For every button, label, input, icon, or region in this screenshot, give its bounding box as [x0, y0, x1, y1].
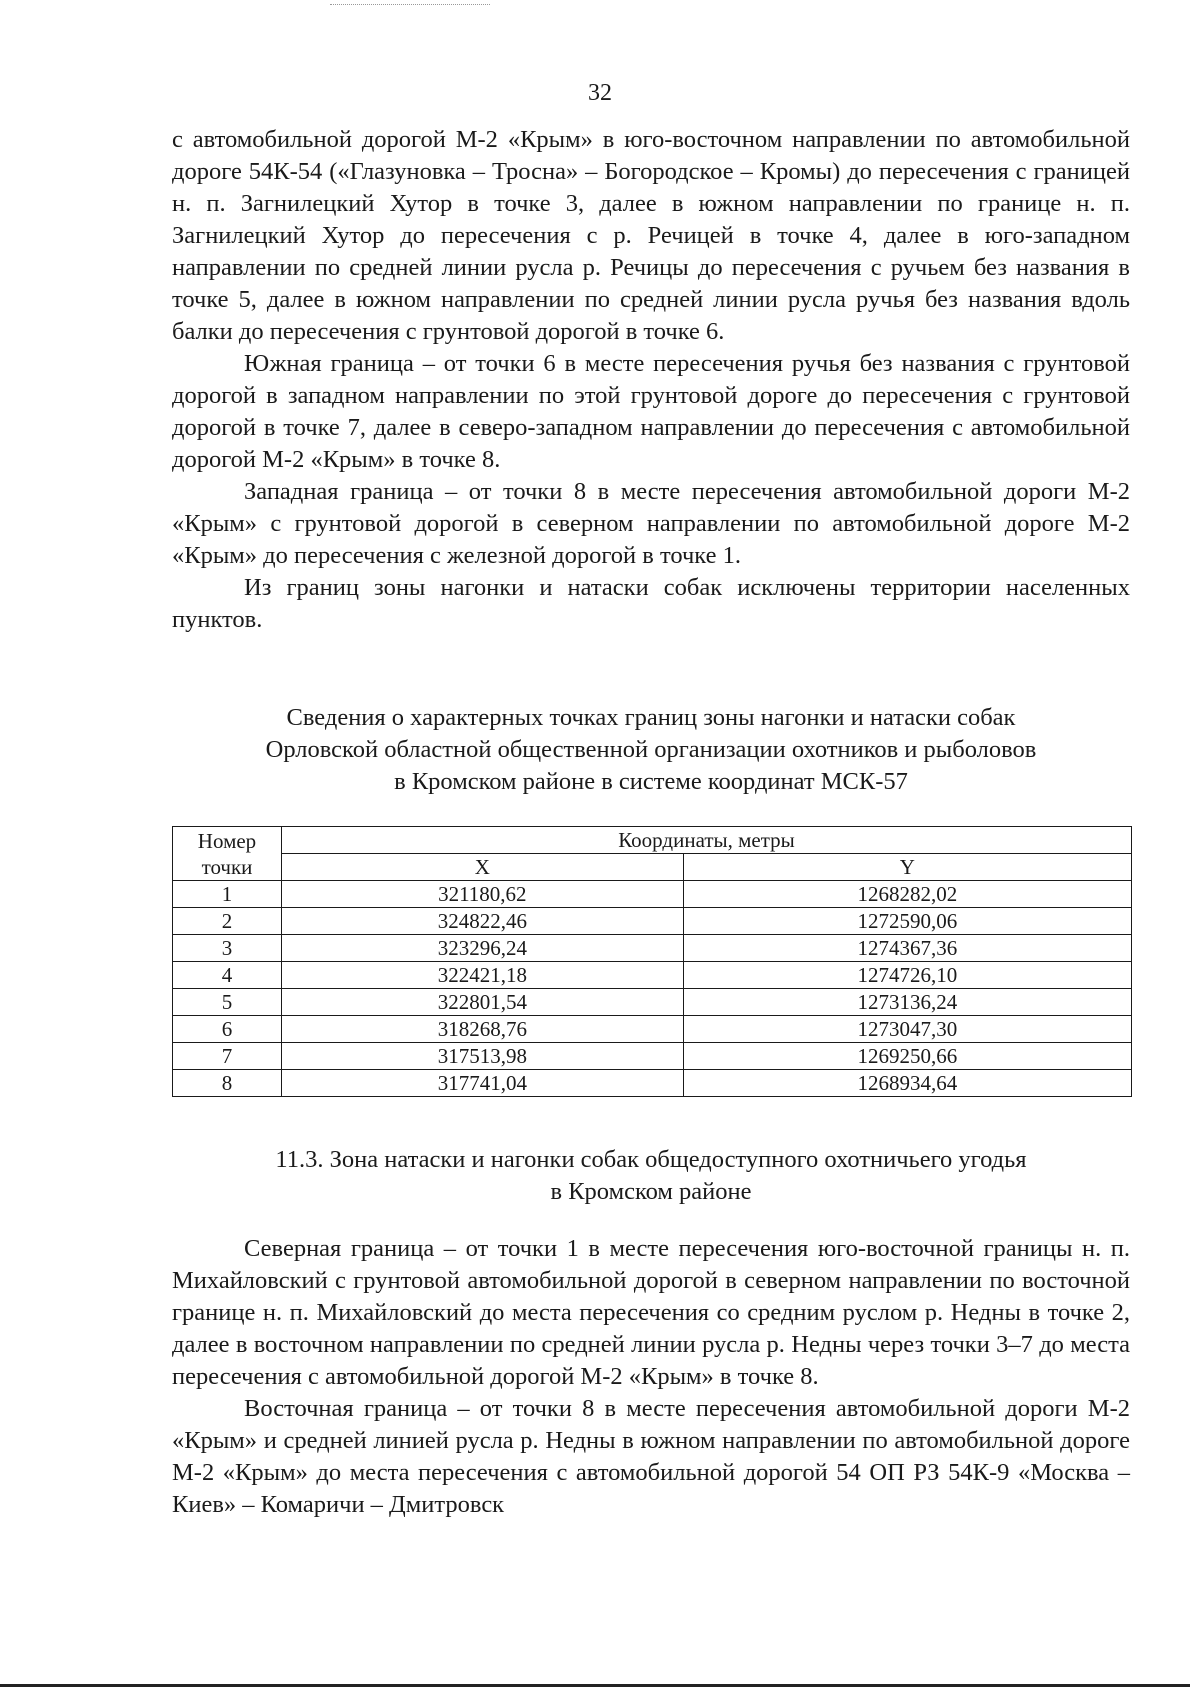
x-cell: 321180,62 — [282, 881, 684, 908]
paragraph: с автомобильной дорогой М-2 «Крым» в юго-восточном направлении по автомобильной дороге 54К-54 («Глазуновка – Тросна» – Богородское – Кромы) до пересечения с границей н. п. Загнилецкий Хутор в точке 3, далее в южном направлении по границе н. п. Загнилецкий Хутор до пересечения с р. Речицей в точке 4, далее в юго-западном направлении по средней линии русла р. Речицы до пересечения с ручьем без названия в точке 5, далее в южном направлении по средней линии русла ручья без названия вдоль балки до пересечения с грунтовой дорогой в точке 6. — [172, 126, 1130, 345]
point-number-cell: 1 — [173, 881, 282, 908]
caption-line: в Кромском районе в системе координат МСК-57 — [394, 768, 908, 795]
point-number-cell: 7 — [173, 1043, 282, 1070]
section-heading — [172, 1144, 1130, 1208]
x-cell: 318268,76 — [282, 1016, 684, 1043]
x-cell: 317513,98 — [282, 1043, 684, 1070]
table-caption — [172, 702, 1130, 798]
point-number-cell: 8 — [173, 1070, 282, 1097]
body-text-bottom — [172, 1233, 1130, 1521]
table-row — [173, 935, 1132, 962]
paragraph-west-border: Западная граница – от точки 8 в месте пересечения автомобильной дороги М-2 «Крым» с грунтовой дорогой в северном направлении по автомобильной дороге М-2 «Крым» до пересечения с железной дорогой в точке 1. — [172, 478, 1130, 569]
body-text-top — [172, 124, 1130, 636]
point-number-cell: 2 — [173, 908, 282, 935]
x-cell: 322421,18 — [282, 962, 684, 989]
x-header: X — [282, 854, 684, 881]
scan-bottom-edge — [0, 1684, 1190, 1687]
coordinates-header: Координаты, метры — [282, 827, 1132, 854]
y-cell: 1268282,02 — [683, 881, 1131, 908]
table-row — [173, 1043, 1132, 1070]
x-cell: 322801,54 — [282, 989, 684, 1016]
table-row — [173, 962, 1132, 989]
table-row — [173, 881, 1132, 908]
paragraph-east-border: Восточная граница – от точки 8 в месте пересечения автомобильной дороги М-2 «Крым» и средней линией русла р. Недны в южном направлении по автомобильной дороге М-2 «Крым» до места пересечения с автомобильной дорогой 54 ОП РЗ 54К-9 «Москва – Киев» – Комаричи – Дмитровск — [172, 1395, 1130, 1518]
heading-line: 11.3. Зона натаски и нагонки собак общедоступного охотничьего угодья — [275, 1146, 1027, 1173]
y-cell: 1272590,06 — [683, 908, 1131, 935]
page-number: 32 — [588, 80, 612, 106]
table-row — [173, 1070, 1132, 1097]
heading-line: в Кромском районе — [550, 1178, 752, 1205]
point-number-cell: 4 — [173, 962, 282, 989]
y-header: Y — [683, 854, 1131, 881]
point-number-cell: 6 — [173, 1016, 282, 1043]
scan-top-edge — [330, 4, 490, 5]
header-text: точки — [201, 854, 253, 879]
point-number-cell: 5 — [173, 989, 282, 1016]
x-cell: 324822,46 — [282, 908, 684, 935]
table-row — [173, 908, 1132, 935]
x-cell: 317741,04 — [282, 1070, 684, 1097]
y-cell: 1274726,10 — [683, 962, 1131, 989]
caption-line: Сведения о характерных точках границ зоны нагонки и натаски собак — [286, 704, 1016, 731]
table-row — [173, 1016, 1132, 1043]
paragraph-south-border: Южная граница – от точки 6 в месте пересечения ручья без названия с грунтовой дорогой в западном направлении по этой грунтовой дороге до пересечения с грунтовой дорогой в точке 7, далее в северо-западном направлении до пересечения с автомобильной дорогой М-2 «Крым» в точке 8. — [172, 350, 1130, 473]
y-cell: 1273136,24 — [683, 989, 1131, 1016]
y-cell: 1273047,30 — [683, 1016, 1131, 1043]
coordinates-table — [172, 826, 1132, 1097]
y-cell: 1268934,64 — [683, 1070, 1131, 1097]
header-text: Номер — [197, 828, 257, 853]
x-cell: 323296,24 — [282, 935, 684, 962]
coordinates-table-body — [173, 881, 1132, 1097]
y-cell: 1269250,66 — [683, 1043, 1131, 1070]
table-row — [173, 989, 1132, 1016]
paragraph-exclusions: Из границ зоны нагонки и натаски собак исключены территории населенных пунктов. — [172, 574, 1130, 633]
point-number-cell: 3 — [173, 935, 282, 962]
paragraph-north-border: Северная граница – от точки 1 в месте пересечения юго-восточной границы н. п. Михайловский с грунтовой автомобильной дорогой в северном направлении по восточной границе н. п. Михайловский до места пересечения со средним руслом р. Недны в точке 2, далее в восточном направлении по средней линии русла р. Недны через точки 3–7 до места пересечения с автомобильной дорогой М-2 «Крым» в точке 8. — [172, 1235, 1130, 1390]
point-number-header — [173, 827, 282, 881]
caption-line: Орловской областной общественной организации охотников и рыболовов — [265, 736, 1037, 763]
y-cell: 1274367,36 — [683, 935, 1131, 962]
